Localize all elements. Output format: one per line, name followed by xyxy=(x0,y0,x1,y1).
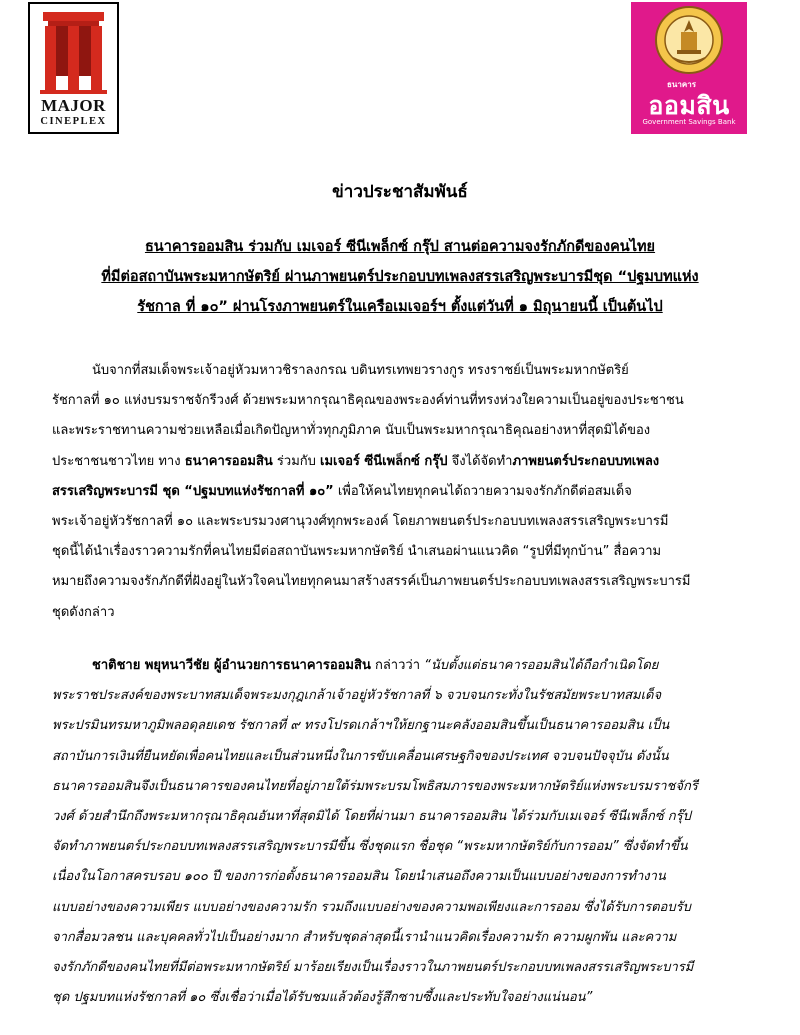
body-paragraph-1 xyxy=(52,356,748,628)
text-run: กล่าวว่า xyxy=(370,658,425,673)
quote-line: เนื่องในโอกาสครบรอบ ๑๐๐ ปี ของการก่อตั้งธนาคารออมสิน โดยนำเสนอถึงความเป็นแบบอย่างของการทำงาน xyxy=(52,869,666,885)
paragraph-line: ชุดนี้ได้นำเรื่องราวความรักที่คนไทยมีต่อสถาบันพระมหากษัตริย์ นำเสนอผ่านแนวคิด “รูปที่มีทุกบ้าน” สื่อความ xyxy=(52,544,662,560)
partner-name: เมเจอร์ ซีนีเพล็กซ์ กรุ๊ป xyxy=(320,453,448,469)
major-logo-word: MAJOR xyxy=(41,96,106,115)
text-run: เพื่อให้คนไทยทุกคนได้ถวายความจงรักภักดีต่อสมเด็จ xyxy=(333,483,632,499)
gsb-seal-icon xyxy=(631,2,747,82)
quote-line: แบบอย่างของความเพียร แบบอย่างของความรัก รวมถึงแบบอย่างของความพอเพียงและการออม ซึ่งได้รับการตอบรับ xyxy=(52,899,691,915)
paragraph-line: รัชกาลที่ ๑๐ แห่งบรมราชจักรีวงศ์ ด้วยพระมหากรุณาธิคุณของพระองค์ท่านที่ทรงห่วงใยความเป็นอยู่ของประชาชน xyxy=(52,393,684,409)
text-run: ประชาชนชาวไทย ทาง xyxy=(52,453,185,469)
body-paragraph-2 xyxy=(52,651,748,1013)
paragraph-line xyxy=(52,651,748,681)
paragraph-line: และพระราชทานความช่วยเหลือเมื่อเกิดปัญหาทั่วทุกภูมิภาค นับเป็นพระมหากรุณาธิคุณอย่างหาที่สุดมิได้ของ xyxy=(52,423,651,439)
quote-line: พระปรมินทรมหาภูมิพลอดุลยเดช รัชกาลที่ ๙ ทรงโปรดเกล้าฯให้ยกฐานะคลังออมสินขึ้นเป็นธนาคารออมสิน เป็น xyxy=(52,718,670,734)
quote-line: พระราชประสงค์ของพระบาทสมเด็จพระมงกุฎเกล้าเจ้าอยู่หัวรัชกาลที่ ๖ จวบจนกระทั่งในรัชสมัยพระบาทสมเด็จ xyxy=(52,688,662,704)
quote-line: ธนาคารออมสินจึงเป็นธนาคารของคนไทยที่อยู่ภายใต้ร่มพระบรมโพธิสมภารของพระมหากษัตริย์แห่งพระบรมราชจักรี xyxy=(52,778,698,794)
major-cineplex-logo xyxy=(28,2,119,134)
gsb-logo-english: Government Savings Bank xyxy=(642,118,736,126)
bank-name: ธนาคารออมสิน xyxy=(184,453,273,469)
quote-text: “นับตั้งแต่ธนาคารออมสินได้ถือกำเนิดโดย xyxy=(424,658,659,673)
paragraph-line: ชุดดังกล่าว xyxy=(52,604,115,620)
speaker-name: ชาติชาย พยุหนาวีชัย ผู้อำนวยการธนาคารออมสิน xyxy=(92,658,371,673)
cineplex-logo-word: CINEPLEX xyxy=(40,116,107,127)
quote-line: จงรักภักดีของคนไทยที่มีต่อพระมหากษัตริย์ มาร้อยเรียงเป็นเรื่องราวในภาพยนตร์ประกอบบทเพลงสรรเสริญพระบารมี xyxy=(52,960,694,976)
quote-line: จากสื่อมวลชน และบุคคลทั่วไปเป็นอย่างมาก สำหรับชุดล่าสุดนี้เรานำแนวคิดเรื่องความรัก ความผูกพัน และความ xyxy=(52,929,677,945)
gsb-logo xyxy=(631,2,747,134)
film-title-part: สรรเสริญพระบารมี ชุด “ปฐมบทแห่งรัชกาลที่ ๑๐” xyxy=(52,483,334,499)
text-run: ร่วมกับ xyxy=(272,453,321,469)
gsb-logo-small-text: ธนาคาร xyxy=(667,80,696,89)
film-title-part: ภาพยนตร์ประกอบบทเพลง xyxy=(512,453,660,469)
major-emblem-icon xyxy=(30,4,117,96)
paragraph-line xyxy=(52,447,748,477)
paragraph-line: หมายถึงความจงรักภักดีที่ฝังอยู่ในหัวใจคนไทยทุกคนมาสร้างสรรค์เป็นภาพยนตร์ประกอบบทเพลงสรรเสริญพระบารมี xyxy=(52,574,691,590)
paragraph-line: พระเจ้าอยู่หัวรัชกาลที่ ๑๐ และพระบรมวงศานุวงศ์ทุกพระองค์ โดยภาพยนตร์ประกอบบทเพลงสรรเสริญพระบารมี xyxy=(52,514,669,530)
press-headline xyxy=(50,232,750,322)
quote-line: สถาบันการเงินที่ยืนหยัดเพื่อคนไทยและเป็นส่วนหนึ่งในการขับเคลื่อนเศรษฐกิจของประเทศ จวบจนปัจจุบัน ดังนั้น xyxy=(52,748,669,764)
paragraph-line xyxy=(52,477,748,507)
quote-line: วงศ์ ด้วยสำนึกถึงพระมหากรุณาธิคุณอันหาที่สุดมิได้ โดยที่ผ่านมา ธนาคารออมสิน ได้ร่วมกับเมเจอร์ ซีนีเพล็กซ์ กรุ๊ป xyxy=(52,809,691,825)
gsb-logo-name: ออมสิน xyxy=(648,91,730,120)
headline-line: ที่มีต่อสถาบันพระมหากษัตริย์ ผ่านภาพยนตร์ประกอบบทเพลงสรรเสริญพระบารมีชุด “ปฐมบทแห่ง xyxy=(101,269,699,285)
text-run: จึงได้จัดทำ xyxy=(447,453,513,469)
paragraph-line: นับจากที่สมเด็จพระเจ้าอยู่หัวมหาวชิราลงกรณ บดินทรเทพยวรางกูร ทรงราชย์เป็นพระมหากษัตริย์ xyxy=(92,363,629,378)
quote-line: จัดทำภาพยนตร์ประกอบบทเพลงสรรเสริญพระบารมีขึ้น ซึ่งชุดแรก ชื่อชุด “พระมหากษัตริย์กับการออม” ซึ่งจัดทำขึ้น xyxy=(52,839,688,855)
headline-line: ธนาคารออมสิน ร่วมกับ เมเจอร์ ซีนีเพล็กซ์ กรุ๊ป สานต่อความจงรักภักดีของคนไทย xyxy=(144,239,656,255)
quote-line: ชุด ปฐมบทแห่งรัชกาลที่ ๑๐ ซึ่งเชื่อว่าเมื่อได้รับชมแล้วต้องรู้สึกซาบซึ้งและประทับใจอย่างแน่นอน” xyxy=(52,990,593,1006)
headline-line: รัชกาล ที่ ๑๐” ผ่านโรงภาพยนตร์ในเครือเมเจอร์ฯ ตั้งแต่วันที่ ๑ มิถุนายนนี้ เป็นต้นไป xyxy=(137,299,663,315)
page-heading: ข่าวประชาสัมพันธ์ xyxy=(332,182,468,202)
